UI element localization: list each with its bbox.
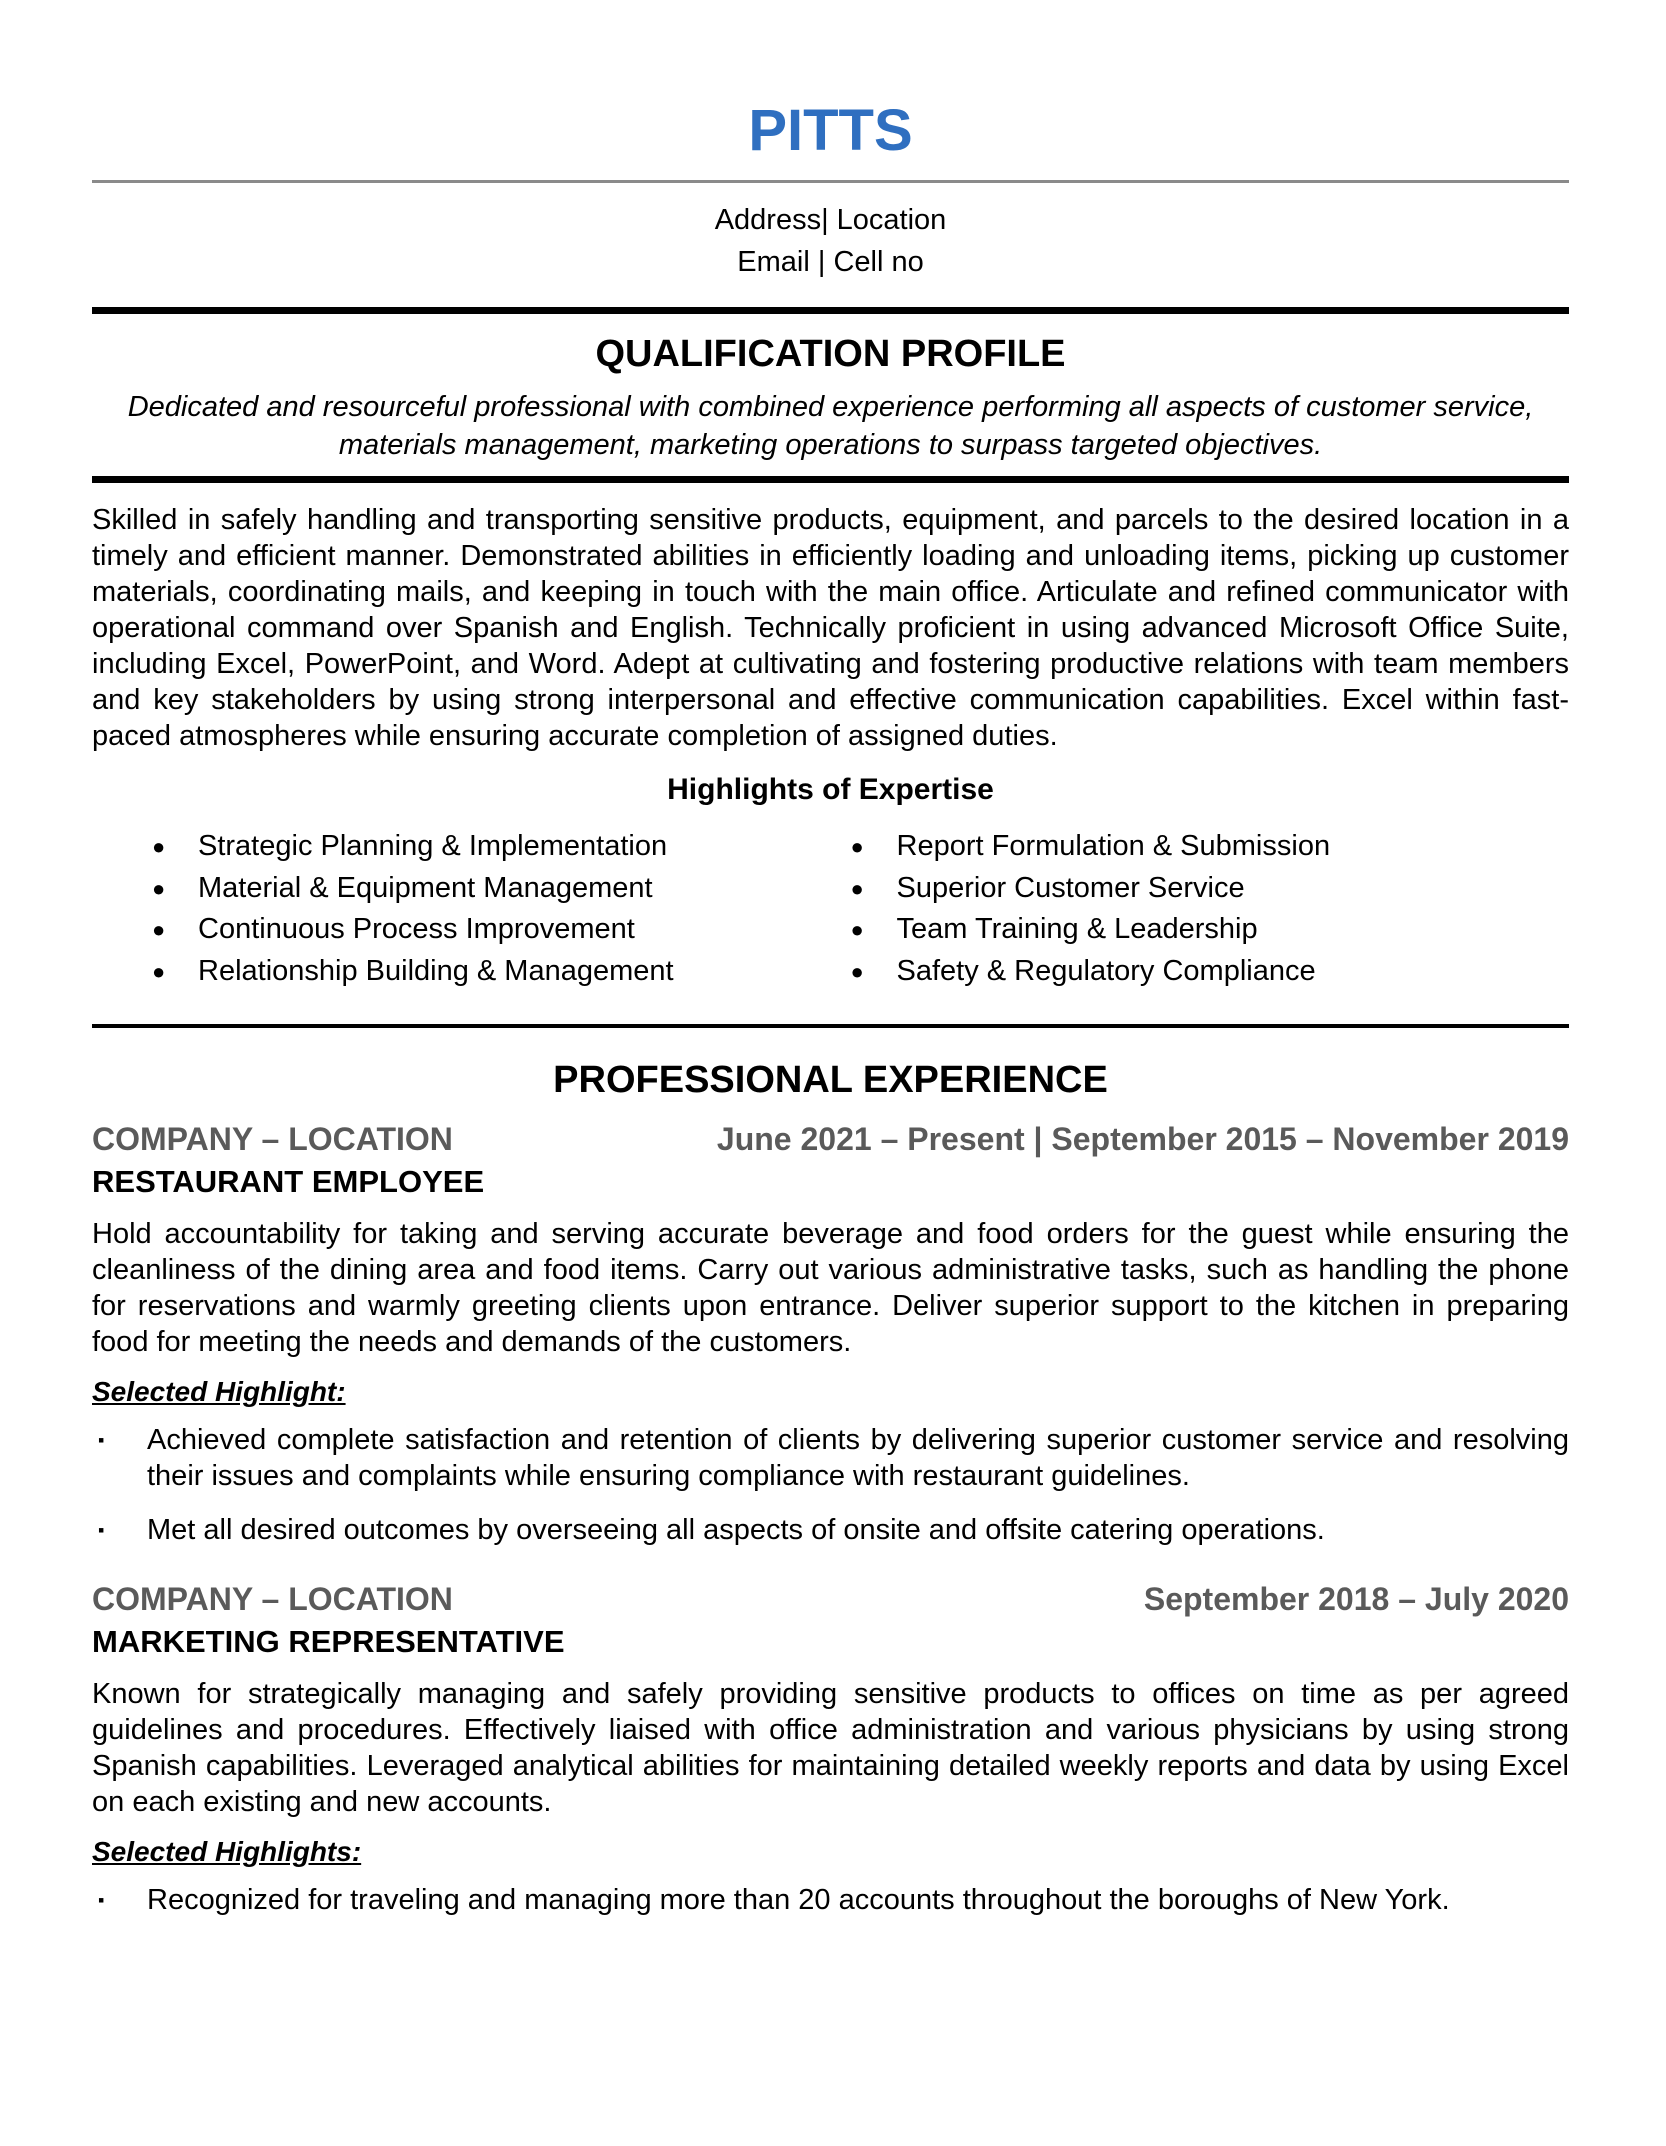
highlight-item: [92, 868, 831, 910]
experience-jobs: [92, 1118, 1569, 1918]
highlight-text: Material & Equipment Management: [198, 871, 653, 904]
job-role: MARKETING REPRESENTATIVE: [92, 1624, 565, 1659]
job-company: COMPANY – LOCATION: [92, 1121, 453, 1157]
qualification-title: QUALIFICATION PROFILE: [595, 333, 1066, 375]
highlight-text: Report Formulation & Submission: [896, 830, 1331, 862]
highlight-item: [92, 826, 831, 868]
job-dates: September 2018 – July 2020: [1143, 1581, 1569, 1617]
job-entry: [92, 1118, 1569, 1548]
job-description: Known for strategically managing and safely providing sensitive products to offices on time as per agreed guidelines and procedures. Effectively liaised with office administration and various physicians by using strong Spanish capabilities. Leveraged analytical abilities for maintaining detailed weekly reports and data by using Excel on each existing and new accounts.: [92, 1678, 1569, 1818]
job-highlight-text: Met all desired outcomes by overseeing all aspects of onsite and offsite catering operations.: [147, 1514, 1325, 1546]
job-highlight-item: [92, 1422, 1569, 1494]
contact-email-cell: Email | Cell no: [737, 246, 924, 278]
bullet-icon: ●: [152, 917, 166, 942]
qualification-summary: Skilled in safely handling and transporting sensitive products, equipment, and parcels to the desired location in a timely and efficient manner. Demonstrated abilities in efficiently loading and unloading items, picking up customer materials, coordinating mails, and keeping in touch with the main office. Articulate and refined communicator with operational command over Spanish and English. Technically proficient in using advanced Microsoft Office Suite, including Excel, PowerPoint, and Word. Adept at cultivating and fostering productive relations with team members and key stakeholders by using strong interpersonal and effective communication capabilities. Excel within fast-paced atmospheres while ensuring accurate completion of assigned duties.: [92, 504, 1569, 752]
bullet-icon: ●: [152, 875, 166, 901]
highlights-right-column: [791, 826, 1570, 992]
job-company: COMPANY – LOCATION: [92, 1581, 453, 1617]
job-company-row: [92, 1578, 1569, 1620]
highlight-text: Continuous Process Improvement: [198, 913, 635, 945]
resume-page: [92, 0, 1569, 1918]
bullet-icon: ●: [850, 958, 864, 984]
bullet-icon: ●: [152, 958, 166, 984]
contact-address-location: Address| Location: [714, 204, 947, 236]
job-entry: [92, 1578, 1569, 1918]
candidate-name: PITTS: [748, 98, 913, 163]
highlight-text: Safety & Regulatory Compliance: [896, 954, 1316, 987]
job-highlight-text: Recognized for traveling and managing more than 20 accounts throughout the boroughs of New York.: [147, 1884, 1450, 1916]
bullet-icon: ●: [850, 917, 864, 942]
highlights-grid: [92, 826, 1569, 992]
square-bullet-icon: ▪: [98, 1520, 105, 1540]
highlight-item: [791, 909, 1570, 951]
highlight-text: Strategic Planning & Implementation: [198, 830, 668, 862]
header-divider: [92, 180, 1569, 183]
job-role: RESTAURANT EMPLOYEE: [92, 1164, 485, 1199]
highlight-item: [791, 868, 1570, 910]
experience-title: PROFESSIONAL EXPERIENCE: [553, 1059, 1108, 1101]
job-highlights: [92, 1882, 1569, 1918]
highlight-item: [92, 909, 831, 951]
job-dates: June 2021 – Present | September 2015 – November 2019: [716, 1121, 1569, 1157]
bullet-icon: ●: [850, 875, 864, 901]
square-bullet-icon: ▪: [98, 1430, 105, 1450]
job-company-row: [92, 1118, 1569, 1160]
job-description: Hold accountability for taking and serving accurate beverage and food orders for the guest while ensuring the cleanliness of the dining area and food items. Carry out various administrative tasks, such as handling the phone for reservations and warmly greeting clients upon entrance. Deliver superior support to the kitchen in preparing food for meeting the needs and demands of the customers.: [92, 1218, 1569, 1358]
highlights-left-column: [92, 826, 831, 992]
qualification-top-rule: [92, 307, 1569, 314]
bullet-icon: ●: [850, 834, 864, 859]
job-highlights: [92, 1422, 1569, 1548]
selected-highlight-label: Selected Highlights:: [92, 1836, 362, 1867]
highlight-item: [791, 826, 1570, 868]
selected-highlight-label: Selected Highlight:: [92, 1376, 346, 1407]
highlight-item: [791, 951, 1570, 993]
bullet-icon: ●: [152, 834, 166, 859]
highlight-text: Superior Customer Service: [896, 871, 1245, 904]
experience-top-rule: [92, 1024, 1569, 1028]
highlight-text: Team Training & Leadership: [896, 913, 1258, 945]
job-highlight-item: [92, 1882, 1569, 1918]
highlights-title: Highlights of Expertise: [667, 773, 994, 806]
highlight-text: Relationship Building & Management: [198, 954, 674, 987]
contact-block: [92, 199, 1569, 283]
highlight-item: [92, 951, 831, 993]
qualification-intro: Dedicated and resourceful professional with combined experience performing all aspects of customer service, materials management, marketing operations to surpass targeted objectives.: [127, 391, 1534, 461]
square-bullet-icon: ▪: [98, 1890, 105, 1910]
qualification-bottom-rule: [92, 476, 1569, 483]
job-highlight-text: Achieved complete satisfaction and retention of clients by delivering superior customer service and resolving their issues and complaints while ensuring compliance with restaurant guidelines.: [147, 1424, 1569, 1492]
job-highlight-item: [92, 1512, 1569, 1548]
